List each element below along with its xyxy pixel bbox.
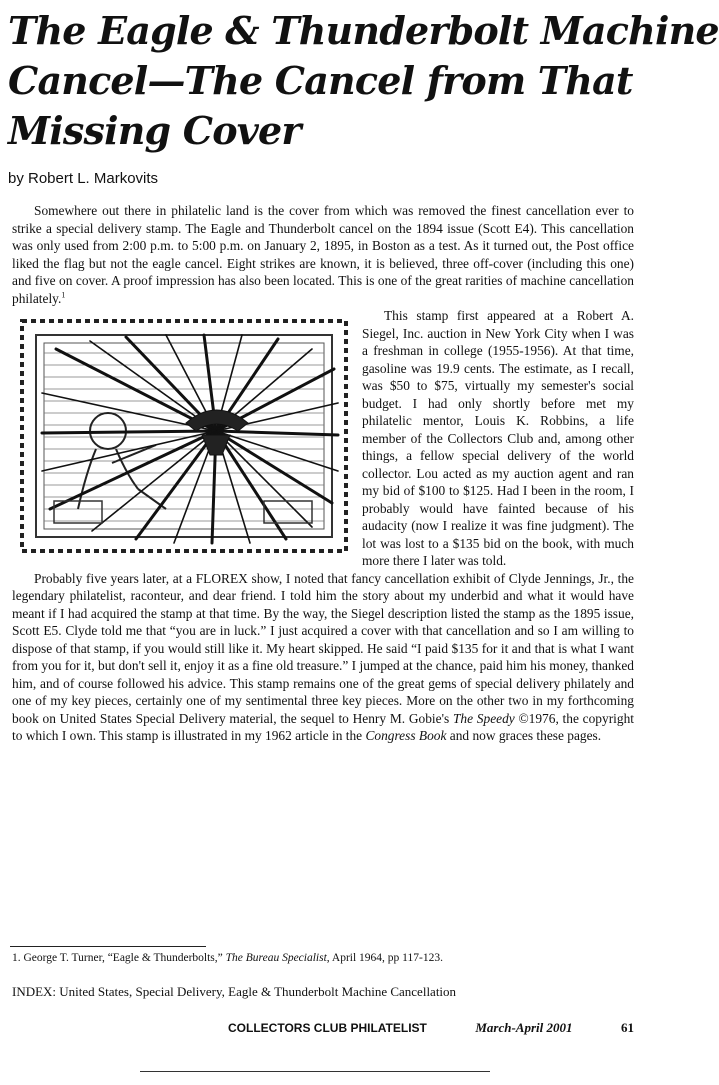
article-title	[8, 6, 719, 156]
paragraph-3	[12, 570, 634, 745]
book-title-the-speedy: The Speedy	[452, 710, 515, 726]
stamp-image	[16, 313, 352, 559]
footnote-rule	[10, 946, 206, 947]
title-line-1: The Eagle & Thunderbolt Machine	[8, 8, 719, 53]
footnote-text-a: 1. George T. Turner, “Eagle & Thunderbolts,”	[12, 952, 226, 964]
footnote	[12, 952, 632, 964]
article-body	[12, 202, 634, 745]
title-line-3: Missing Cover	[8, 108, 301, 153]
stamp-illustration	[16, 313, 352, 559]
paragraph-2-text: This stamp first appeared at a Robert A. Siegel, Inc. auction in New York City when I was a freshman in college (1955-1956). At that time, gasoline was 19.9 cents. The estimate, as I recall, was $50 to $75, virtually my semester's social budget. I had only shortly before met my philatelic mentor, Louis K. Robbins, a life member of the Collectors Club and, among other things, a fellow special delivery of the world collector. Lou acted as my auction agent and ran my bid of $100 to $125. Had I been in the room, I probably would have fainted because of his audacity (now I realize it was fine judgment). The lot was lost to a $135 bid on the book, with much more there I later was told.	[362, 308, 634, 568]
bottom-rule	[140, 1071, 490, 1072]
page-number: 61	[620, 1020, 634, 1035]
page-footer	[228, 1020, 634, 1036]
byline: by Robert L. Markovits	[8, 170, 159, 187]
book-title-congress-book: Congress Book	[365, 728, 447, 743]
paragraph-3-text-c: and now graces these pages.	[446, 728, 602, 743]
index-line: INDEX: United States, Special Delivery, Eagle & Thunderbolt Machine Cancellation	[12, 984, 457, 999]
title-line-2: Cancel—The Cancel from That	[8, 58, 633, 103]
paragraph-1	[12, 202, 634, 307]
paragraph-3-text-a: Probably five years later, at a FLOREX show, I noted that fancy cancellation exhibit of Clyde Jennings, Jr., the legendary philatelist, raconteur, and dear friend. I told him the story about my underbid and what it would have meant if I had acquired the stamp at that time. By the way, the Siegel description listed the stamp as the 1895 issue, Scott E5. Clyde told me that “you are in luck.” I just acquired a cover with that cancellation and so I am willing to dispose of that stamp, if you would still like it. My heart skipped. He said “I paid $135 for it and that is what I want from you for it, but don't sell it, enjoy it as a fine old treasure.” I jumped at the chance, paid him his money, thanked him, and of course followed his advice. This stamp remains one of the great gems of special delivery philately and one of my key pieces, certainly one of my sentimental three key pieces. More on the other two in my forthcoming book on United States Special Delivery material, the sequel to Henry M. Gobie's	[12, 570, 634, 726]
paragraph-3-text-b: ©1976, the copyright to which I own. This stamp is illustrated in my 1962 article in the	[12, 710, 634, 743]
issue-date: March-April 2001	[475, 1020, 573, 1035]
footnote-marker: 1	[61, 290, 66, 300]
journal-name: COLLECTORS CLUB PHILATELIST	[228, 1021, 427, 1035]
footnote-text-b: , April 1964, pp 117-123.	[326, 952, 443, 964]
paragraph-1-text: Somewhere out there in philatelic land is the cover from which was removed the finest cancellation ever to strike a special delivery stamp. The Eagle and Thunderbolt cancel on the 1894 issue (Scott E4). This cancellation was only used from 2:00 p.m. to 5:00 p.m. on January 2, 1895, in Boston as a test. As it turned out, the Post office liked the flag but not the eagle cancel. Eight strikes are known, it is believed, three off-cover (including this one) and five on cover. A proof impression has also been located. This is one of the great rarities of machine cancellation philately.	[12, 203, 634, 306]
footnote-source: The Bureau Specialist	[225, 952, 327, 964]
